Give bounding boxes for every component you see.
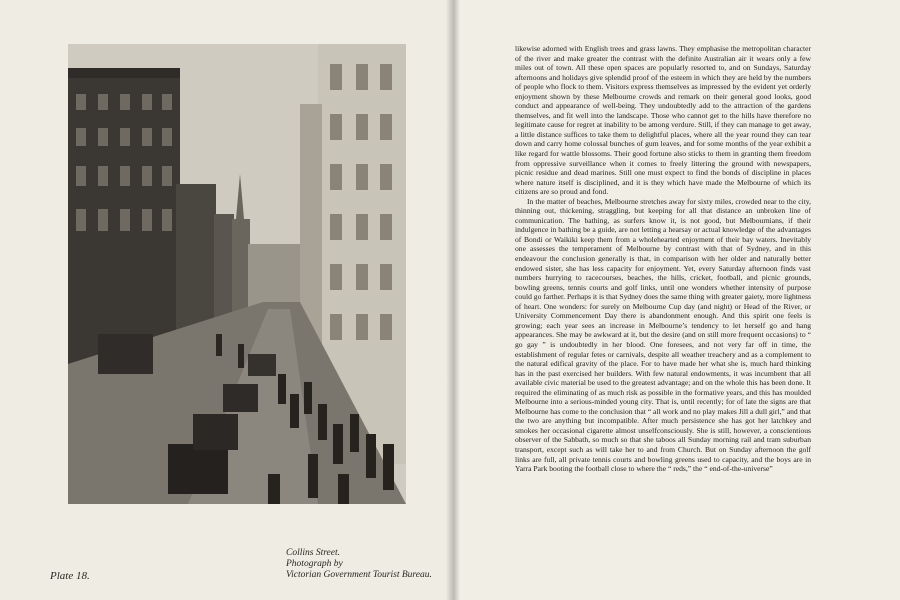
book-gutter [446, 0, 460, 600]
caption-credit-source: Victorian Government Tourist Bureau. [286, 570, 432, 580]
paragraph-1: likewise adorned with English trees and grass lawns. They emphasise the metropolitan character of the river and make greater the contrast with the definite Australian air it wears only a few miles out of town. All these open spaces are popularly resorted to, and on Sundays, Saturday afternoons and holidays give splendid proof of the esteem in which they are held by the numbers of people who flock to them. Visitors express themselves as impressed by the evident yet orderly enjoyment shown by these Melbourne crowds and remark on their general good looks, good conduct and appearance of well-being. They undoubtedly add to the attraction of the gardens themselves, and fit well into the landscape. Those who cannot get to the hills have therefore no legitimate cause for regret at inability to be among verdure. Still, if they can manage to get away, a little distance suffices to take them to delightful places, where all the year round they can tear down and carry home colossal bunches of gum leaves, and for some months of the year exhibit a like regard for wattle blossoms. Their good fortune also sticks to them in granting them freedom from oppressive surveillance when it comes to freely littering the ground with newspapers, picnic residue and dead marines. Still one must expect to find the bonds of discipline in places where nature itself is disciplined, and it is they which have made the Melbourne of which its citizens are so proud and fond. [515, 44, 811, 197]
body-text-column [515, 44, 811, 502]
paragraph-2: In the matter of beaches, Melbourne stretches away for sixty miles, crowded near to the city, thinning out, thickening, straggling, but keeping for all that distance an unbroken line of communication. The bathing, as surfers know it, is not good, but Melbournians, if their indulgence in bathing be a guide, are not letting a hearsay or actual knowledge of the advantages of Bondi or Waikiki keep them from a wholehearted enjoyment of their bay waters. Inevitably one assesses the temperament of Melbourne by contrast with that of Sydney, and in this endeavour the conclusion generally is that, in comparison with her older and naturally better endowed sister, she has less capacity for enjoyment. Yet, every Saturday afternoon finds vast numbers hurrying to racecourses, beaches, the hills, cricket, football, and picnic grounds, bowling greens, tennis courts and golf links, until one wonders whether intensity of purpose could go farther. Perhaps it is that Sydney does the same thing with greater gaiety, more lightness of heart. One wonders: for surely on Melbourne Cup day (and night) or Head of the River, or University Commencement Day there is abandonment enough. And this spirit one feels is growing; each year sees an increase in Melbourne’s tendency to let herself go and hang appearances. She may be awkward at it, but the desire (and on still more frequent occasions) to “ go gay ” is undoubtedly in her blood. One foresees, and not very far off in time, the establishment of regular fetes or carnivals, despite all weather treachery and as a complement to the natural edifical gravity of the place. For to have made her what she is, much hard thinking has in the past exercised her builders. With few natural endowments, it was incumbent that all available civic material be used to the greatest advantage; and on the whole this has been done. It required the eliminating of as much risk as possible in the formative years, and this has moulded Melbourne into a serious-minded young city. That is, until recently; for of late the signs are that Melbourne has come to the conclusion that “ all work and no play makes Jill a dull girl,” and that the two are anything but incompatible. After much persistence she has got her latchkey and smokes her occasional cigarette almost unselfconsciously. She is still, however, a conscientious observer of the Sabbath, so much so that she taboos all Sunday morning rail and tram suburban transport, except such as will take her to and from Church. But on Sunday afternoon the golf links are full, all private tennis courts and bowling greens used to capacity, and the boys are in Yarra Park booting the football close to where the “ reds,” the “ end-of-the-universe” [515, 196, 811, 474]
photo-caption [286, 548, 446, 581]
caption-credit-line: Photograph by [286, 559, 343, 569]
plate-number: Plate 18. [50, 570, 90, 582]
photo-illustration [68, 44, 406, 504]
collins-street-photograph [68, 44, 406, 504]
caption-title: Collins Street. [286, 548, 341, 558]
